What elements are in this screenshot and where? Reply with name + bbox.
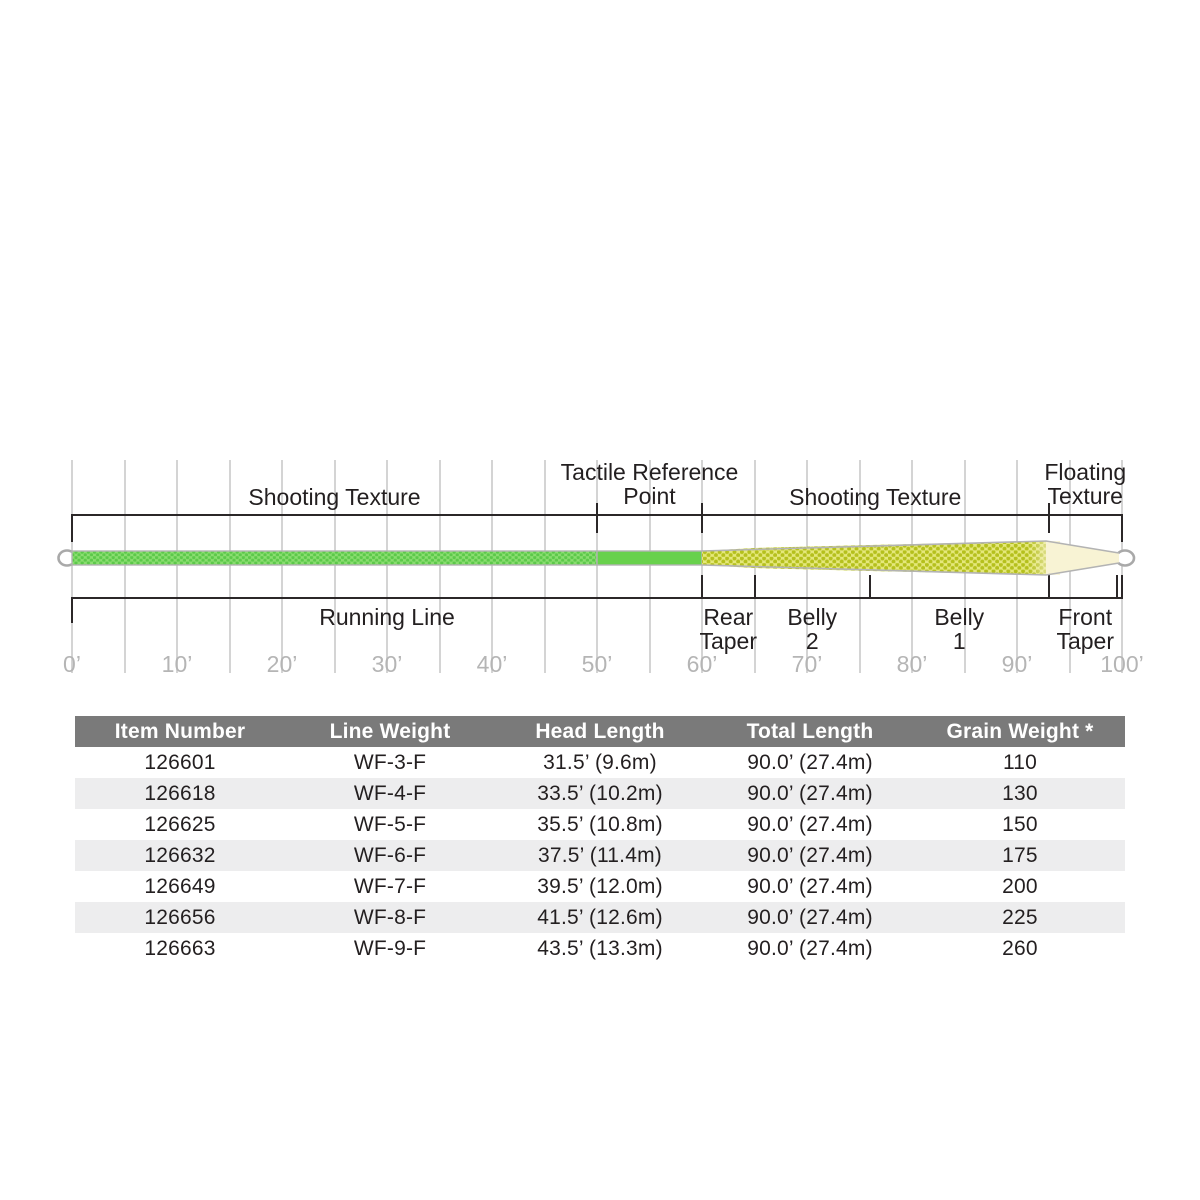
gridline <box>229 460 231 673</box>
gridline <box>439 460 441 673</box>
bottom-section-label-line: Taper <box>1056 628 1115 654</box>
bottom-section-label-line: Running Line <box>319 604 455 630</box>
bottom-section-label-line: Taper <box>699 628 758 654</box>
axis-tick-label: 70’ <box>791 651 823 677</box>
table-header-cell: Item Number <box>114 719 246 743</box>
table-cell: 260 <box>1002 936 1038 960</box>
table-row <box>75 933 1125 964</box>
top-section-label-line: Shooting Texture <box>789 484 962 510</box>
table-cell: 90.0’ (27.4m) <box>747 750 873 774</box>
table-cell: 43.5’ (13.3m) <box>537 936 663 960</box>
table-cell: 126656 <box>144 905 216 929</box>
top-section-label <box>248 485 420 509</box>
table-cell: WF-8-F <box>353 905 427 929</box>
top-section-label-line: Texture <box>1047 483 1123 509</box>
top-bracket-tick <box>1121 514 1123 542</box>
table-cell: 35.5’ (10.8m) <box>537 812 663 836</box>
bottom-section-label <box>934 605 984 653</box>
table-cell: 90.0’ (27.4m) <box>747 843 873 867</box>
gridline <box>1016 460 1018 673</box>
table-cell: 130 <box>1002 781 1038 805</box>
bottom-section-label <box>787 605 837 653</box>
bottom-bracket-tick <box>1116 575 1118 599</box>
top-section-label <box>561 460 739 508</box>
table-cell: 126663 <box>144 936 216 960</box>
axis-tick-label: 60’ <box>686 651 718 677</box>
top-bracket-tick <box>71 514 73 542</box>
table-cell: 90.0’ (27.4m) <box>747 781 873 805</box>
axis-tick-label: 90’ <box>1001 651 1033 677</box>
table-cell: 33.5’ (10.2m) <box>537 781 663 805</box>
bottom-section-label-line: Belly <box>934 604 985 630</box>
table-cell: WF-4-F <box>353 781 427 805</box>
bottom-bracket-tick <box>701 575 703 599</box>
spec-table <box>75 716 1125 964</box>
table-row <box>75 840 1125 871</box>
table-cell: 200 <box>1002 874 1038 898</box>
table-cell: 225 <box>1002 905 1038 929</box>
table-cell: 126625 <box>144 812 216 836</box>
table-cell: 90.0’ (27.4m) <box>747 936 873 960</box>
table-cell: 126601 <box>144 750 216 774</box>
bottom-bracket-line <box>72 597 1122 599</box>
top-section-label-line: Tactile Reference <box>560 459 739 485</box>
table-cell: WF-5-F <box>353 812 427 836</box>
axis-tick-label: 50’ <box>581 651 613 677</box>
table-cell: 41.5’ (12.6m) <box>537 905 663 929</box>
bottom-bracket-tick <box>1048 575 1050 599</box>
table-header-cell: Grain Weight * <box>946 719 1094 743</box>
table-cell: 150 <box>1002 812 1038 836</box>
gridline <box>124 460 126 673</box>
tip-loop <box>1116 551 1134 566</box>
axis-tick-label: 10’ <box>161 651 193 677</box>
bottom-section-label <box>699 605 757 653</box>
table-cell: WF-6-F <box>353 843 427 867</box>
table-cell: 37.5’ (11.4m) <box>538 843 662 867</box>
table-cell: 39.5’ (12.0m) <box>537 874 663 898</box>
table-header-row <box>75 716 1125 747</box>
bottom-section-label <box>319 605 455 629</box>
gridline <box>176 460 178 673</box>
top-section-label-line: Point <box>623 483 676 509</box>
table-row <box>75 809 1125 840</box>
bottom-section-label-line: Front <box>1058 604 1113 630</box>
gridline <box>544 460 546 673</box>
bottom-section-label <box>1056 605 1114 653</box>
table-cell: 90.0’ (27.4m) <box>747 874 873 898</box>
bottom-section-label-line: Belly <box>787 604 838 630</box>
axis-tick-label: 20’ <box>266 651 298 677</box>
axis-tick-label: 30’ <box>371 651 403 677</box>
bottom-bracket-tick <box>869 575 871 599</box>
gridline <box>71 460 73 673</box>
top-section-label-line: Floating <box>1044 459 1127 485</box>
bottom-section-label-line: Rear <box>703 604 754 630</box>
bottom-bracket-tick <box>754 575 756 599</box>
table-row <box>75 871 1125 902</box>
axis-tick-label: 80’ <box>896 651 928 677</box>
table-header-cell: Head Length <box>535 719 665 743</box>
table-cell: WF-7-F <box>353 874 427 898</box>
table-cell: 175 <box>1002 843 1038 867</box>
bottom-section-label-line: 2 <box>805 628 819 654</box>
table-cell: 126618 <box>144 781 216 805</box>
axis-tick-label: 40’ <box>476 651 508 677</box>
table-cell: 126632 <box>144 843 216 867</box>
table-header-cell: Total Length <box>746 719 874 743</box>
top-section-label <box>789 485 961 509</box>
axis-tick-label: 0’ <box>63 651 81 677</box>
top-section-label-line: Shooting Texture <box>248 484 421 510</box>
table-row <box>75 778 1125 809</box>
table-cell: WF-3-F <box>353 750 427 774</box>
bottom-bracket-tick <box>71 597 73 623</box>
top-section-label <box>1044 460 1126 508</box>
table-header-cell: Line Weight <box>329 719 451 743</box>
texture-fade <box>1028 541 1060 575</box>
table-row <box>75 747 1125 778</box>
table-cell: WF-9-F <box>353 936 427 960</box>
axis-tick-label: 100’ <box>1100 651 1144 677</box>
bottom-section-label-line: 1 <box>952 628 966 654</box>
bottom-bracket-tick <box>1121 575 1123 599</box>
segment-front-taper <box>1046 541 1119 575</box>
table-row <box>75 902 1125 933</box>
table-cell: 90.0’ (27.4m) <box>747 905 873 929</box>
table-cell: 126649 <box>144 874 216 898</box>
gridline <box>491 460 493 673</box>
table-cell: 31.5’ (9.6m) <box>543 750 657 774</box>
table-cell: 90.0’ (27.4m) <box>747 812 873 836</box>
table-cell: 110 <box>1002 750 1038 774</box>
